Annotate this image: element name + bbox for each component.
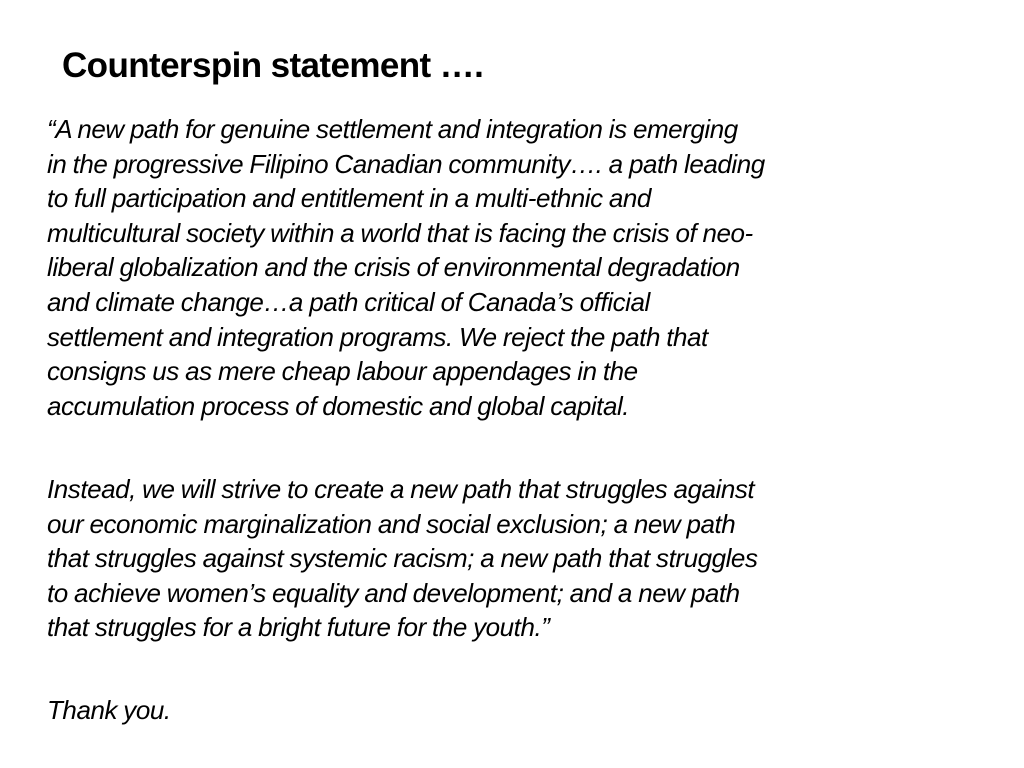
text-line: that struggles for a bright future for the youth.” (47, 612, 550, 643)
text-line: consigns us as mere cheap labour appendages in the (47, 356, 638, 387)
closing-paragraph (47, 693, 171, 728)
statement-paragraph-2 (47, 472, 758, 645)
text-line: that struggles against systemic racism; a new path that struggles (47, 543, 758, 574)
slide-title: Counterspin statement …. (62, 46, 484, 85)
statement-paragraph-1 (47, 112, 765, 423)
text-line: “A new path for genuine settlement and integration is emerging (47, 114, 738, 144)
text-line: liberal globalization and the crisis of environmental degradation (47, 252, 740, 283)
text-line: our economic marginalization and social exclusion; a new path (47, 508, 736, 539)
text-line: to achieve women’s equality and development; and a new path (47, 577, 740, 608)
text-line: multicultural society within a world that is facing the crisis of neo- (47, 217, 753, 248)
text-line: and climate change…a path critical of Canada’s official (47, 286, 650, 317)
text-line: to full participation and entitlement in a multi-ethnic and (47, 183, 651, 214)
text-line: settlement and integration programs. We reject the path that (47, 321, 708, 352)
text-line: in the progressive Filipino Canadian community…. a path leading (47, 148, 765, 179)
text-line: Thank you. (47, 695, 171, 725)
text-line: accumulation process of domestic and global capital. (47, 390, 630, 421)
text-line: Instead, we will strive to create a new path that struggles against (47, 474, 755, 504)
